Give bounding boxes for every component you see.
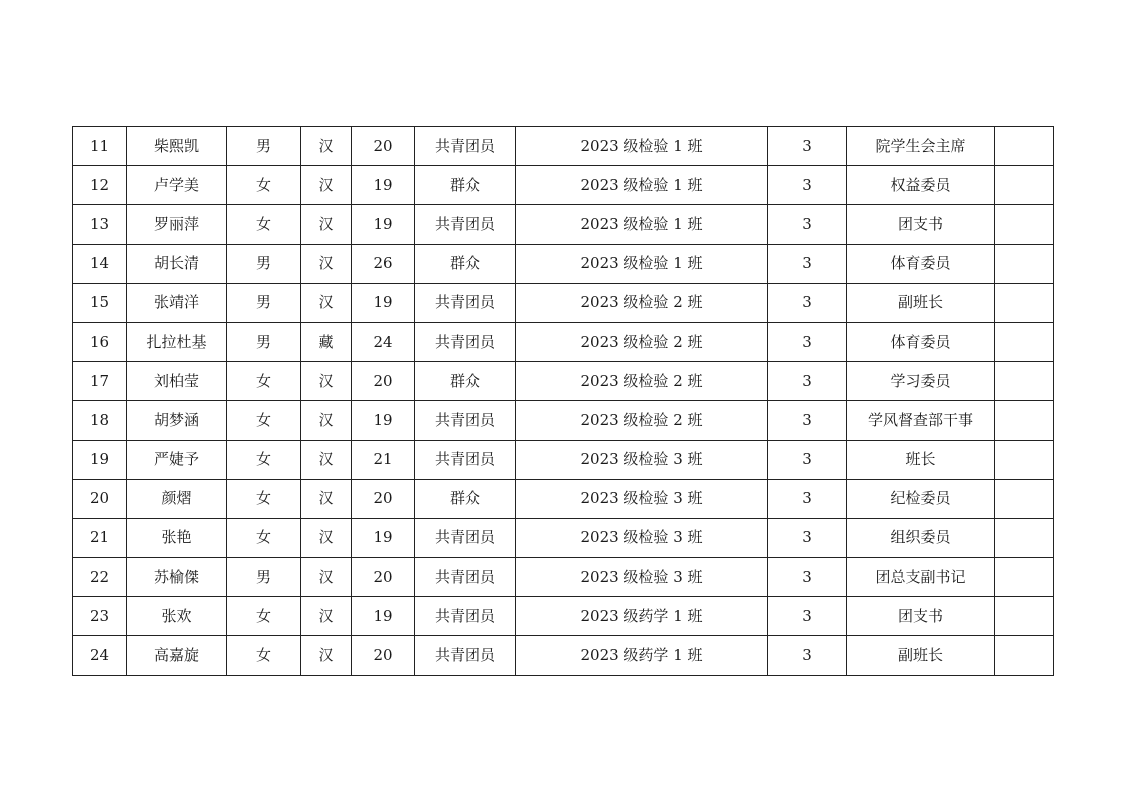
class-cell: 2023 级检验 1 班 — [516, 166, 768, 205]
remarks-cell — [995, 636, 1054, 675]
remarks-cell — [995, 322, 1054, 361]
table-row — [73, 166, 1054, 205]
name-cell: 张艳 — [127, 518, 227, 557]
position-cell: 院学生会主席 — [847, 127, 995, 166]
position-cell: 学习委员 — [847, 362, 995, 401]
roster-body — [73, 127, 1054, 676]
name-cell: 卢学美 — [127, 166, 227, 205]
table-row — [73, 205, 1054, 244]
class-cell: 2023 级检验 3 班 — [516, 518, 768, 557]
class-cell: 2023 级检验 2 班 — [516, 283, 768, 322]
political-status-cell: 共青团员 — [415, 401, 516, 440]
position-cell: 组织委员 — [847, 518, 995, 557]
name-cell: 颜熠 — [127, 479, 227, 518]
grade-cell: 3 — [768, 283, 847, 322]
ethnicity-cell: 汉 — [301, 362, 352, 401]
row-number-cell: 15 — [73, 283, 127, 322]
table-row — [73, 244, 1054, 283]
table-row — [73, 401, 1054, 440]
name-cell: 罗丽萍 — [127, 205, 227, 244]
row-number-cell: 13 — [73, 205, 127, 244]
remarks-cell — [995, 518, 1054, 557]
grade-cell: 3 — [768, 558, 847, 597]
table-row — [73, 636, 1054, 675]
remarks-cell — [995, 283, 1054, 322]
grade-cell: 3 — [768, 440, 847, 479]
political-status-cell: 共青团员 — [415, 636, 516, 675]
grade-cell: 3 — [768, 636, 847, 675]
gender-cell: 男 — [227, 244, 301, 283]
class-cell: 2023 级检验 1 班 — [516, 244, 768, 283]
class-cell: 2023 级检验 1 班 — [516, 127, 768, 166]
class-cell: 2023 级检验 3 班 — [516, 558, 768, 597]
student-roster-table — [72, 126, 1054, 676]
name-cell: 高嘉旋 — [127, 636, 227, 675]
row-number-cell: 23 — [73, 597, 127, 636]
name-cell: 柴熙凯 — [127, 127, 227, 166]
age-cell: 19 — [352, 597, 415, 636]
remarks-cell — [995, 362, 1054, 401]
remarks-cell — [995, 127, 1054, 166]
table-row — [73, 283, 1054, 322]
grade-cell: 3 — [768, 518, 847, 557]
table-row — [73, 518, 1054, 557]
age-cell: 19 — [352, 166, 415, 205]
name-cell: 严婕予 — [127, 440, 227, 479]
ethnicity-cell: 汉 — [301, 636, 352, 675]
row-number-cell: 24 — [73, 636, 127, 675]
row-number-cell: 19 — [73, 440, 127, 479]
table-row — [73, 440, 1054, 479]
name-cell: 胡梦涵 — [127, 401, 227, 440]
age-cell: 20 — [352, 479, 415, 518]
grade-cell: 3 — [768, 597, 847, 636]
row-number-cell: 21 — [73, 518, 127, 557]
row-number-cell: 11 — [73, 127, 127, 166]
position-cell: 团支书 — [847, 597, 995, 636]
remarks-cell — [995, 401, 1054, 440]
ethnicity-cell: 汉 — [301, 205, 352, 244]
name-cell: 张欢 — [127, 597, 227, 636]
political-status-cell: 群众 — [415, 479, 516, 518]
age-cell: 26 — [352, 244, 415, 283]
position-cell: 团支书 — [847, 205, 995, 244]
row-number-cell: 12 — [73, 166, 127, 205]
table-row — [73, 479, 1054, 518]
ethnicity-cell: 汉 — [301, 440, 352, 479]
name-cell: 刘柏莹 — [127, 362, 227, 401]
age-cell: 19 — [352, 283, 415, 322]
position-cell: 纪检委员 — [847, 479, 995, 518]
name-cell: 苏榆傑 — [127, 558, 227, 597]
grade-cell: 3 — [768, 479, 847, 518]
political-status-cell: 共青团员 — [415, 322, 516, 361]
position-cell: 体育委员 — [847, 322, 995, 361]
class-cell: 2023 级检验 2 班 — [516, 401, 768, 440]
gender-cell: 女 — [227, 636, 301, 675]
class-cell: 2023 级药学 1 班 — [516, 597, 768, 636]
position-cell: 班长 — [847, 440, 995, 479]
class-cell: 2023 级药学 1 班 — [516, 636, 768, 675]
political-status-cell: 共青团员 — [415, 127, 516, 166]
gender-cell: 男 — [227, 322, 301, 361]
age-cell: 19 — [352, 518, 415, 557]
grade-cell: 3 — [768, 127, 847, 166]
gender-cell: 女 — [227, 166, 301, 205]
age-cell: 20 — [352, 362, 415, 401]
age-cell: 24 — [352, 322, 415, 361]
name-cell: 胡长清 — [127, 244, 227, 283]
gender-cell: 女 — [227, 597, 301, 636]
gender-cell: 女 — [227, 479, 301, 518]
political-status-cell: 共青团员 — [415, 558, 516, 597]
remarks-cell — [995, 166, 1054, 205]
table-row — [73, 127, 1054, 166]
gender-cell: 女 — [227, 518, 301, 557]
political-status-cell: 群众 — [415, 244, 516, 283]
grade-cell: 3 — [768, 401, 847, 440]
remarks-cell — [995, 479, 1054, 518]
political-status-cell: 共青团员 — [415, 518, 516, 557]
row-number-cell: 16 — [73, 322, 127, 361]
age-cell: 20 — [352, 636, 415, 675]
gender-cell: 女 — [227, 401, 301, 440]
position-cell: 学风督查部干事 — [847, 401, 995, 440]
ethnicity-cell: 汉 — [301, 479, 352, 518]
political-status-cell: 群众 — [415, 362, 516, 401]
table-row — [73, 322, 1054, 361]
grade-cell: 3 — [768, 166, 847, 205]
remarks-cell — [995, 244, 1054, 283]
ethnicity-cell: 汉 — [301, 166, 352, 205]
position-cell: 副班长 — [847, 636, 995, 675]
remarks-cell — [995, 558, 1054, 597]
remarks-cell — [995, 205, 1054, 244]
class-cell: 2023 级检验 2 班 — [516, 322, 768, 361]
grade-cell: 3 — [768, 205, 847, 244]
grade-cell: 3 — [768, 322, 847, 361]
table-row — [73, 362, 1054, 401]
class-cell: 2023 级检验 2 班 — [516, 362, 768, 401]
position-cell: 团总支副书记 — [847, 558, 995, 597]
political-status-cell: 共青团员 — [415, 205, 516, 244]
grade-cell: 3 — [768, 362, 847, 401]
gender-cell: 女 — [227, 205, 301, 244]
age-cell: 19 — [352, 401, 415, 440]
age-cell: 19 — [352, 205, 415, 244]
gender-cell: 女 — [227, 440, 301, 479]
age-cell: 20 — [352, 127, 415, 166]
class-cell: 2023 级检验 3 班 — [516, 479, 768, 518]
remarks-cell — [995, 440, 1054, 479]
position-cell: 体育委员 — [847, 244, 995, 283]
age-cell: 20 — [352, 558, 415, 597]
political-status-cell: 共青团员 — [415, 283, 516, 322]
grade-cell: 3 — [768, 244, 847, 283]
row-number-cell: 18 — [73, 401, 127, 440]
remarks-cell — [995, 597, 1054, 636]
political-status-cell: 共青团员 — [415, 440, 516, 479]
class-cell: 2023 级检验 3 班 — [516, 440, 768, 479]
political-status-cell: 群众 — [415, 166, 516, 205]
position-cell: 副班长 — [847, 283, 995, 322]
row-number-cell: 22 — [73, 558, 127, 597]
gender-cell: 男 — [227, 127, 301, 166]
ethnicity-cell: 汉 — [301, 558, 352, 597]
row-number-cell: 14 — [73, 244, 127, 283]
row-number-cell: 17 — [73, 362, 127, 401]
ethnicity-cell: 汉 — [301, 401, 352, 440]
ethnicity-cell: 藏 — [301, 322, 352, 361]
name-cell: 扎拉杜基 — [127, 322, 227, 361]
ethnicity-cell: 汉 — [301, 597, 352, 636]
age-cell: 21 — [352, 440, 415, 479]
name-cell: 张靖洋 — [127, 283, 227, 322]
ethnicity-cell: 汉 — [301, 244, 352, 283]
table-row — [73, 597, 1054, 636]
gender-cell: 女 — [227, 362, 301, 401]
row-number-cell: 20 — [73, 479, 127, 518]
position-cell: 权益委员 — [847, 166, 995, 205]
gender-cell: 男 — [227, 283, 301, 322]
class-cell: 2023 级检验 1 班 — [516, 205, 768, 244]
ethnicity-cell: 汉 — [301, 127, 352, 166]
gender-cell: 男 — [227, 558, 301, 597]
political-status-cell: 共青团员 — [415, 597, 516, 636]
ethnicity-cell: 汉 — [301, 518, 352, 557]
table-row — [73, 558, 1054, 597]
ethnicity-cell: 汉 — [301, 283, 352, 322]
